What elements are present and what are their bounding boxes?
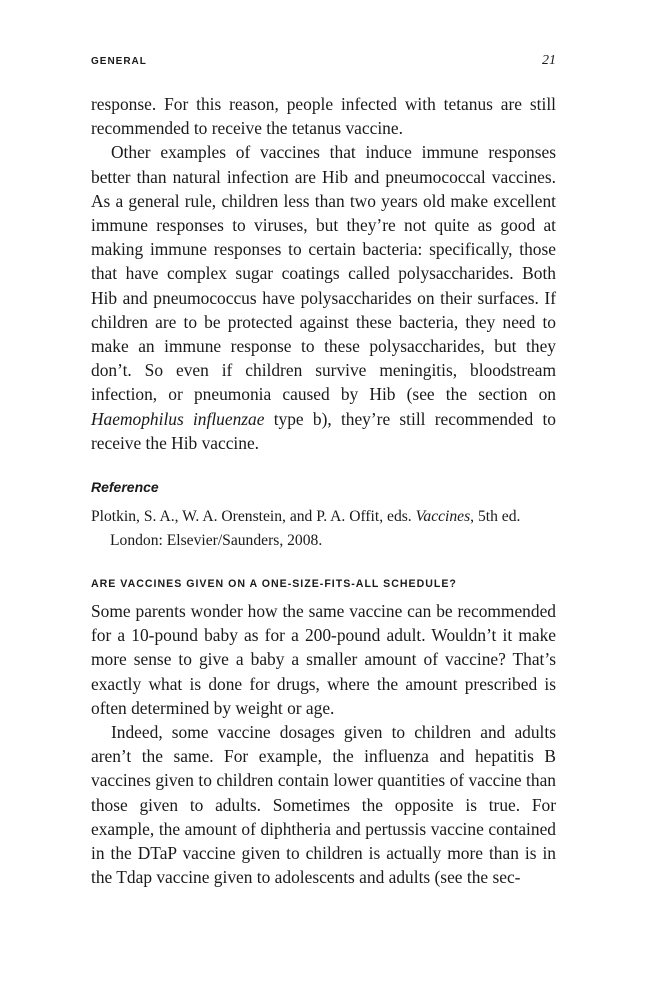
reference-entry <box>91 505 556 553</box>
reference-entry-text-a: Plotkin, S. A., W. A. Orenstein, and P. A. Offit, eds. <box>91 508 416 526</box>
book-page <box>91 0 556 1000</box>
paragraph-3: Some parents wonder how the same vaccine can be recommended for a 10-pound baby as for a 200-pound adult. Wouldn’t it make more sense to give a baby a smaller amount of vaccine? That’s exactly what is done for drugs, where the amount prescribed is often determined by weight or age. <box>91 601 556 718</box>
reference-entry-text-b: , 5th ed. London: Elsevier/Saunders, 2008. <box>110 508 521 550</box>
running-header <box>91 53 556 73</box>
paragraph-2-italic: Haemophilus influenzae <box>91 408 265 429</box>
section-label: GENERAL <box>91 56 147 67</box>
question-heading: ARE VACCINES GIVEN ON A ONE-SIZE-FITS-ALL SCHEDULE? <box>91 578 457 591</box>
reference-heading: Reference <box>91 479 159 496</box>
reference-entry-italic: Vaccines <box>415 508 471 526</box>
paragraph-2-text-b: type b), they’re still recommended to receive the Hib vaccine. <box>91 408 556 453</box>
paragraph-2 <box>91 140 556 455</box>
page-number: 21 <box>542 53 556 68</box>
page-body <box>91 92 556 889</box>
paragraph-1: response. For this reason, people infected with tetanus are still recommended to receive the tetanus vaccine. <box>91 94 556 139</box>
paragraph-4: Indeed, some vaccine dosages given to children and adults aren’t the same. For example, the influenza and hepatitis B vaccines given to children contain lower quantities of vaccine than those given to adults. Sometimes the opposite is true. For example, the amount of diphtheria and pertussis vaccine contained in the DTaP vaccine given to children is actually more than is in the Tdap vaccine given to adolescents and adults (see the sec- <box>91 722 556 888</box>
paragraph-2-text-a: Other examples of vaccines that induce immune responses better than natural infection are Hib and pneumococcal vaccines. As a general rule, children less than two years old make excellent immune responses to viruses, but they’re not quite as good at making immune responses to certain bacteria: specifically, those that have complex sugar coatings called polysaccharides. Both Hib and pneumococcus have polysaccharides on their surfaces. If children are to be protected against these bacteria, they need to make an immune response to these polysaccharides, but they don’t. So even if children survive meningitis, bloodstream infection, or pneumonia caused by Hib (see the section on <box>91 142 556 405</box>
